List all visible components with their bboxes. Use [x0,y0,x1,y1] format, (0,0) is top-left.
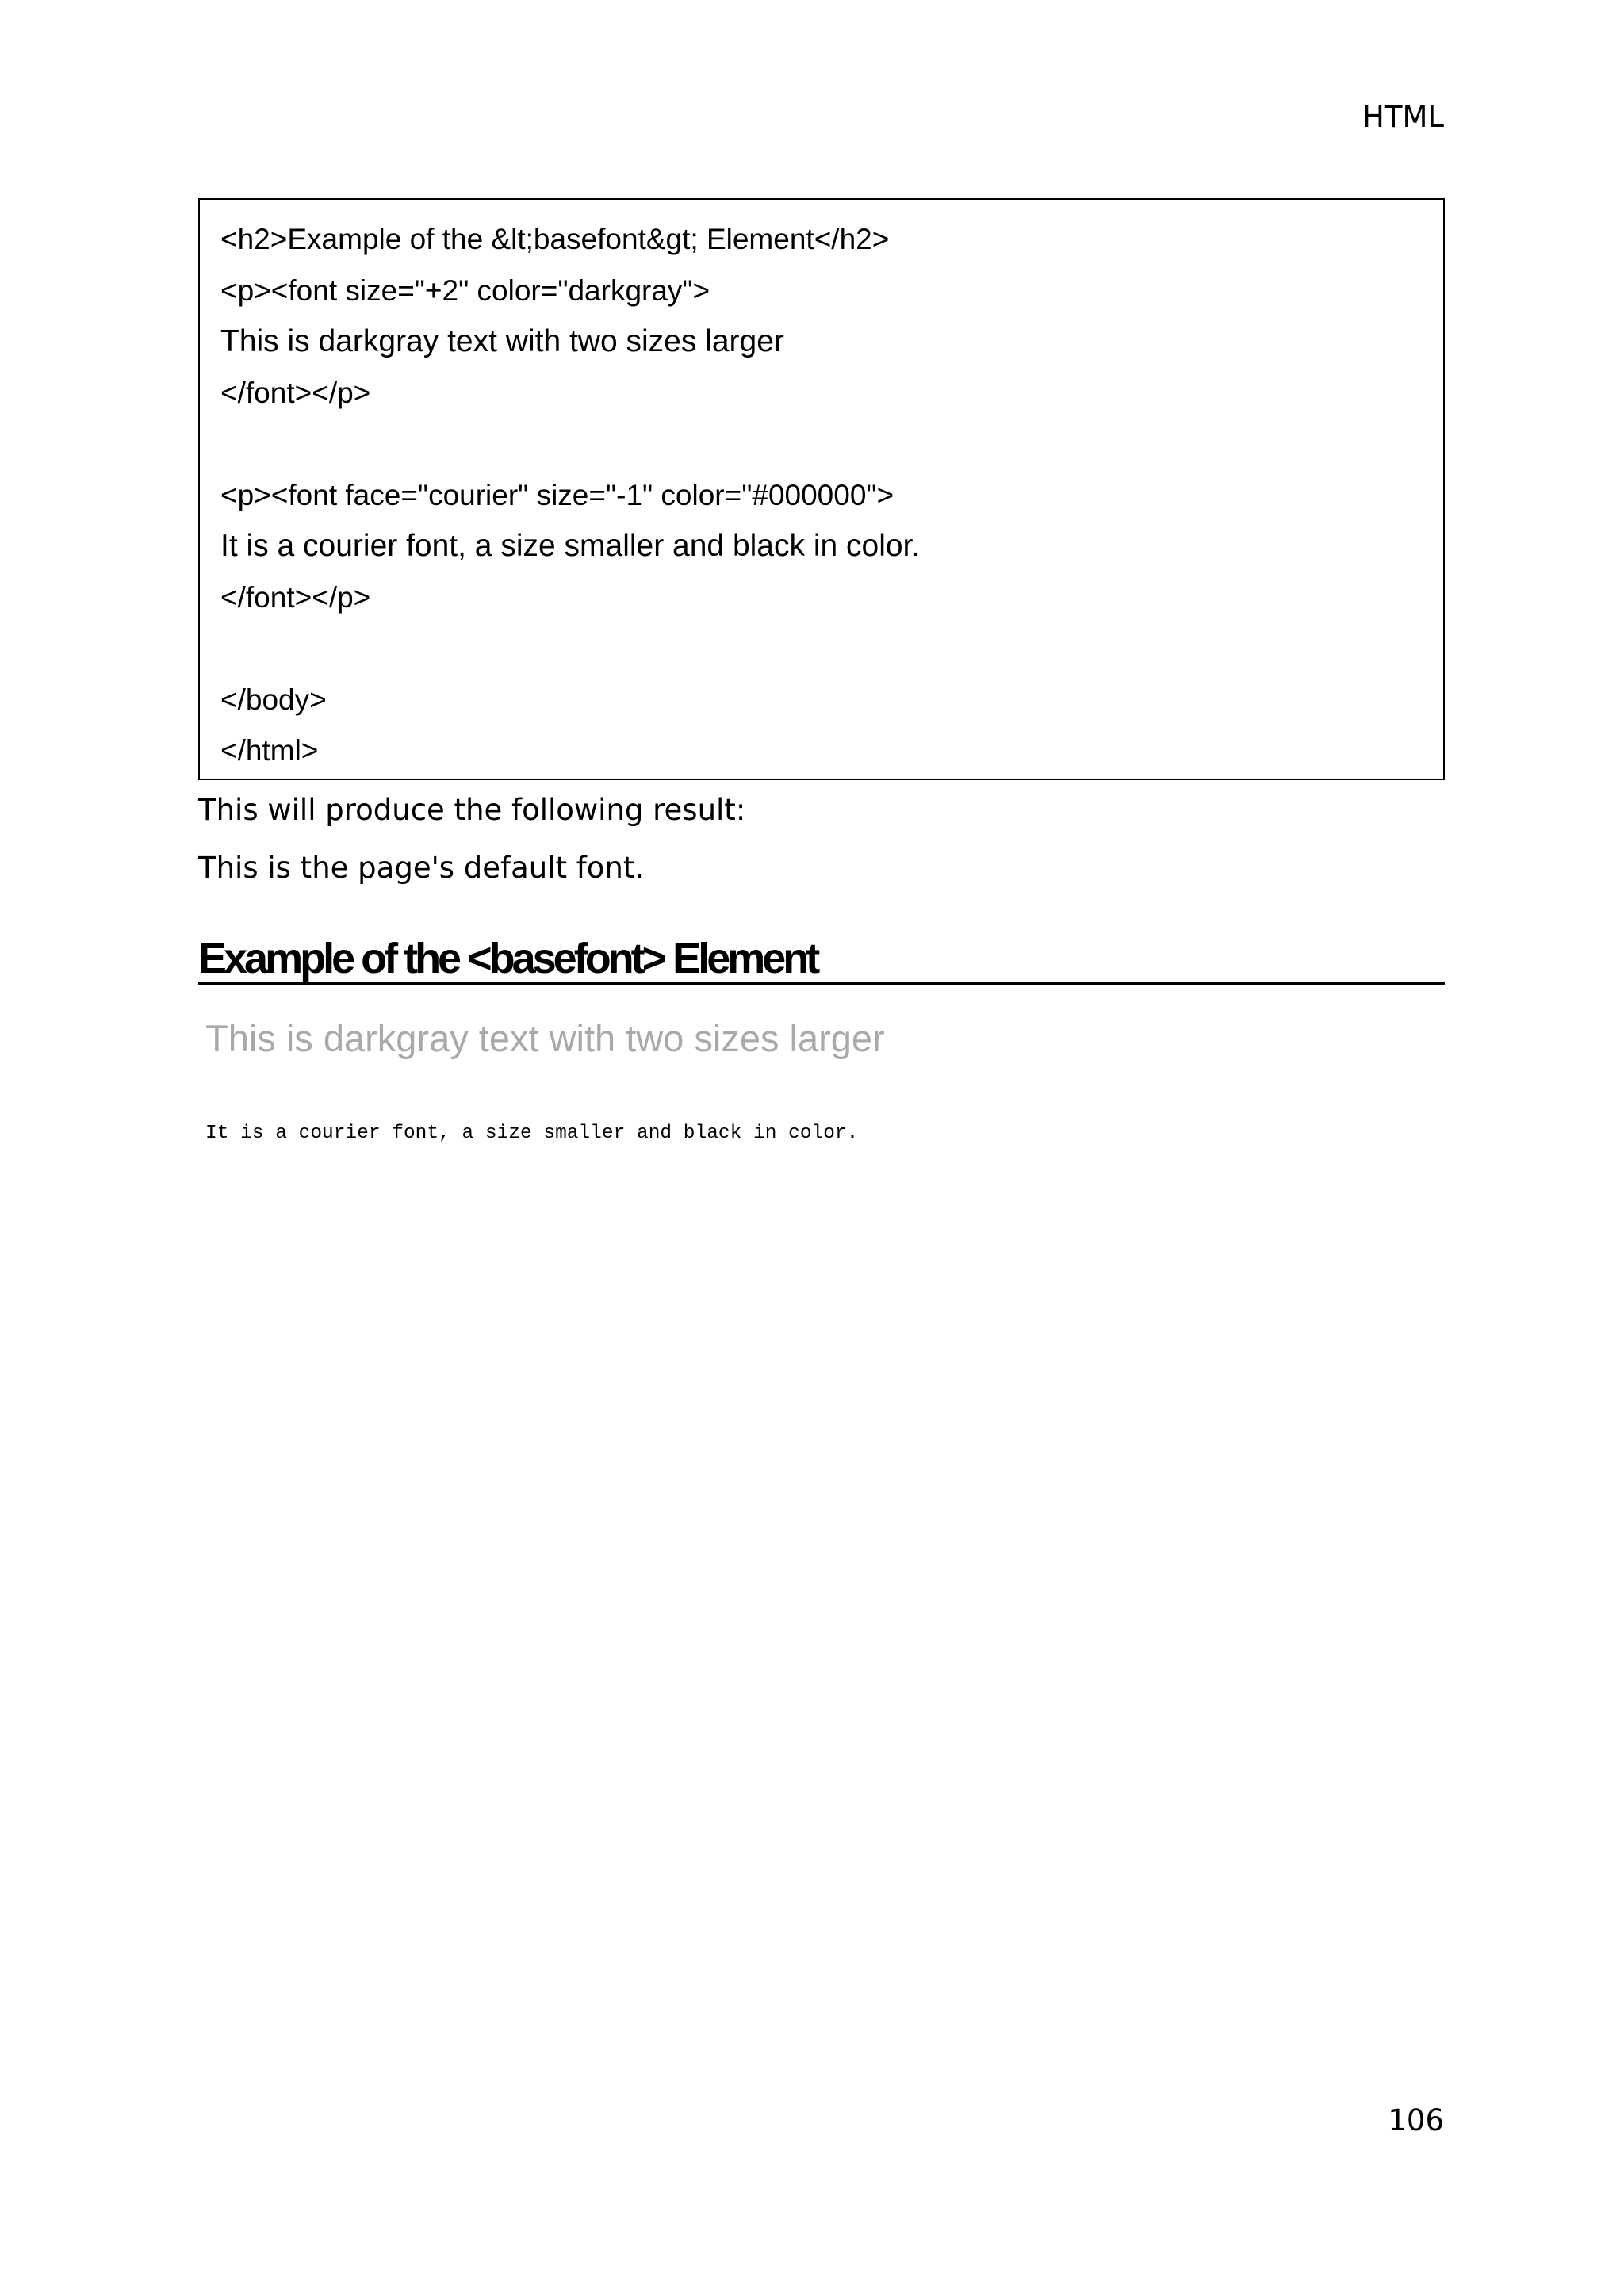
code-line: </html> [220,734,319,767]
default-font-line: This is the page's default font. [198,851,645,885]
code-listing [198,198,1445,780]
result-darkgray-text: This is darkgray text with two sizes larger [205,1017,885,1059]
running-header: HTML [1362,100,1444,134]
code-line: </font></p> [220,580,371,614]
code-line: <p><font face="courier" size="-1" color="#000000"> [220,478,894,511]
result-heading: Example of the <basefont> Element [198,938,1445,985]
code-line: <h2>Example of the &lt;basefont&gt; Element</h2> [220,223,890,255]
code-line: </body> [220,683,327,716]
result-courier-text: It is a courier font, a size smaller and black in color. [205,1123,859,1144]
code-line: </font></p> [220,376,371,409]
code-line: This is darkgray text with two sizes larger [220,324,784,358]
code-line-blank [220,419,1443,470]
code-line: It is a courier font, a size smaller and black in color. [220,529,921,563]
page-number: 106 [1388,2103,1444,2137]
intro-paragraph: This will produce the following result: [198,793,746,827]
code-line-blank [220,623,1443,675]
code-line: <p><font size="+2" color="darkgray"> [220,274,710,307]
